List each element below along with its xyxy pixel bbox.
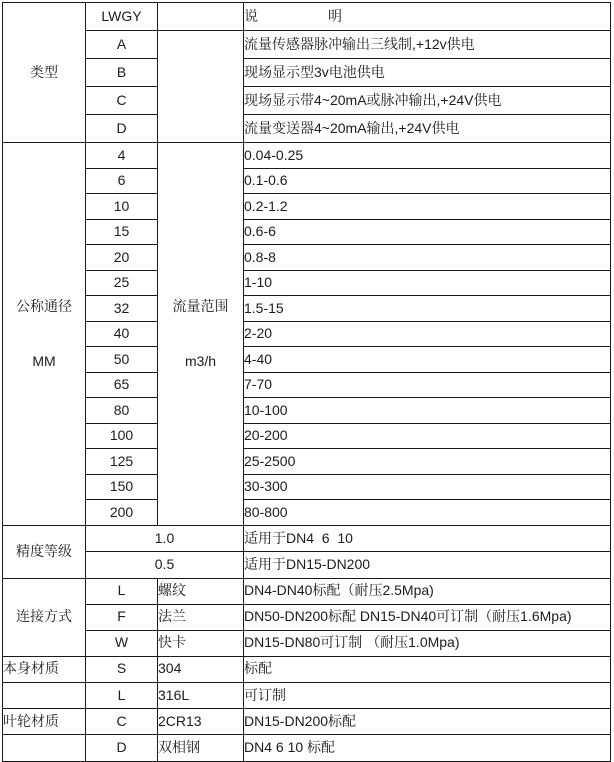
type-code-cell: A bbox=[86, 31, 158, 59]
category-type: 类型 bbox=[3, 3, 86, 143]
flow-range-value-cell: 0.6-6 bbox=[244, 219, 611, 245]
diameter-code-cell: 25 bbox=[86, 270, 158, 296]
body-material-label-cell: 304 bbox=[158, 656, 244, 682]
impeller-desc-cell: DN15-DN200标配 bbox=[244, 709, 611, 735]
diameter-code-cell: 80 bbox=[86, 398, 158, 424]
flow-range-value-cell: 1.5-15 bbox=[244, 296, 611, 322]
type-desc-cell: 现场显示型3v电池供电 bbox=[244, 59, 611, 87]
flow-range-value-cell: 7-70 bbox=[244, 372, 611, 398]
connection-desc-cell: DN50-DN200标配 DN15-DN40可订制（耐压1.6Mpa) bbox=[244, 604, 611, 630]
diameter-code-cell: 10 bbox=[86, 194, 158, 220]
impeller-code-cell: C bbox=[86, 709, 158, 735]
impeller-code-cell: D bbox=[86, 735, 158, 761]
category-nominal-diameter bbox=[3, 143, 86, 526]
flowmeter-spec-table bbox=[2, 2, 611, 762]
flow-range-value-cell: 0.1-0.6 bbox=[244, 168, 611, 194]
diameter-code-cell: 40 bbox=[86, 321, 158, 347]
connection-label-cell: 法兰 bbox=[158, 604, 244, 630]
impeller-empty-category-cell bbox=[3, 735, 86, 761]
connection-code-cell: W bbox=[86, 630, 158, 656]
diameter-code-cell: 6 bbox=[86, 168, 158, 194]
flow-range-value-cell: 4-40 bbox=[244, 347, 611, 373]
diameter-code-cell: 50 bbox=[86, 347, 158, 373]
accuracy-value-cell: 1.0 bbox=[86, 525, 244, 552]
accuracy-desc-cell: 适用于DN15-DN200 bbox=[244, 552, 611, 579]
type-code-cell: D bbox=[86, 115, 158, 143]
header-mid-empty-cell bbox=[158, 3, 244, 31]
impeller-label-cell: 2CR13 bbox=[158, 709, 244, 735]
description-header: 说 明 bbox=[244, 3, 611, 31]
flow-range-cell bbox=[158, 143, 244, 526]
body-material-code-cell: S bbox=[86, 656, 158, 682]
type-desc-cell: 流量传感器脉冲输出三线制,+12v供电 bbox=[244, 31, 611, 59]
connection-label-cell: 快卡 bbox=[158, 630, 244, 656]
connection-desc-cell: DN4-DN40标配（耐压2.5Mpa) bbox=[244, 578, 611, 604]
diameter-code-cell: 32 bbox=[86, 296, 158, 322]
flow-range-value-cell: 10-100 bbox=[244, 398, 611, 424]
diameter-code-cell: 15 bbox=[86, 219, 158, 245]
category-body-material: 本身材质 bbox=[3, 656, 86, 682]
type-desc-cell: 现场显示带4~20mA或脉冲输出,+24V供电 bbox=[244, 87, 611, 115]
accuracy-desc-cell: 适用于DN4 6 10 bbox=[244, 525, 611, 552]
accuracy-value-cell: 0.5 bbox=[86, 552, 244, 579]
category-nominal-diameter-line1: 公称通径 bbox=[16, 298, 72, 315]
category-nominal-diameter-line2: MM bbox=[32, 353, 56, 370]
flow-range-value-cell: 0.8-8 bbox=[244, 245, 611, 271]
flow-range-value-cell: 20-200 bbox=[244, 423, 611, 449]
diameter-code-cell: 200 bbox=[86, 500, 158, 526]
type-code-cell: B bbox=[86, 59, 158, 87]
type-mid-empty-cell bbox=[158, 31, 244, 143]
flow-range-value-cell: 25-2500 bbox=[244, 449, 611, 475]
flow-range-value-cell: 0.2-1.2 bbox=[244, 194, 611, 220]
body-material-empty-category-cell bbox=[3, 682, 86, 708]
category-accuracy: 精度等级 bbox=[3, 525, 86, 578]
connection-desc-cell: DN15-DN80可订制 （耐压1.0Mpa) bbox=[244, 630, 611, 656]
connection-code-cell: F bbox=[86, 604, 158, 630]
category-impeller-material: 叶轮材质 bbox=[3, 709, 86, 735]
diameter-code-cell: 150 bbox=[86, 474, 158, 500]
connection-label-cell: 螺纹 bbox=[158, 578, 244, 604]
connection-code-cell: L bbox=[86, 578, 158, 604]
impeller-desc-cell: DN4 6 10 标配 bbox=[244, 735, 611, 761]
type-code-cell: C bbox=[86, 87, 158, 115]
flow-range-value-cell: 2-20 bbox=[244, 321, 611, 347]
diameter-code-cell: 125 bbox=[86, 449, 158, 475]
diameter-code-cell: 100 bbox=[86, 423, 158, 449]
diameter-code-cell: 65 bbox=[86, 372, 158, 398]
type-desc-cell: 流量变送器4~20mA输出,+24V供电 bbox=[244, 115, 611, 143]
flow-range-line2: m3/h bbox=[184, 353, 217, 370]
flow-range-value-cell: 0.04-0.25 bbox=[244, 143, 611, 169]
flow-range-value-cell: 30-300 bbox=[244, 474, 611, 500]
flow-range-line1: 流量范围 bbox=[172, 298, 229, 315]
body-material-desc-cell: 标配 bbox=[244, 656, 611, 682]
flow-range-value-cell: 80-800 bbox=[244, 500, 611, 526]
diameter-code-cell: 4 bbox=[86, 143, 158, 169]
impeller-label-cell: 双相钢 bbox=[158, 735, 244, 761]
category-connection: 连接方式 bbox=[3, 578, 86, 656]
body-material-desc-cell: 可订制 bbox=[244, 682, 611, 708]
flow-range-value-cell: 1-10 bbox=[244, 270, 611, 296]
diameter-code-cell: 20 bbox=[86, 245, 158, 271]
model-code-header: LWGY bbox=[86, 3, 158, 31]
body-material-code-cell: L bbox=[86, 682, 158, 708]
body-material-label-cell: 316L bbox=[158, 682, 244, 708]
